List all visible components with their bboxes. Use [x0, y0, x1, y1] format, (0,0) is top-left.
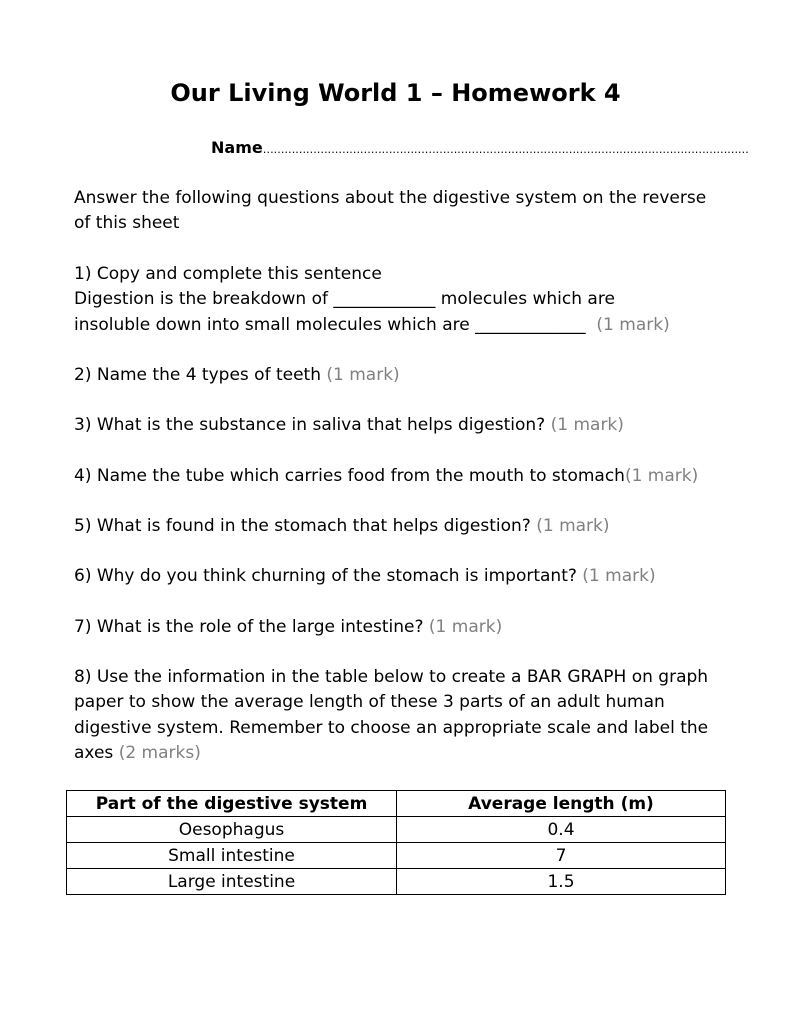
answer-blank-1: ____________	[333, 289, 436, 310]
table-header-row	[67, 791, 726, 817]
question-6-marks: (1 mark)	[582, 566, 656, 586]
question-1	[74, 262, 724, 338]
question-6	[74, 564, 724, 589]
question-1-marks: (1 mark)	[596, 314, 670, 335]
question-2-marks: (1 mark)	[326, 365, 400, 385]
digestive-length-table	[66, 790, 726, 895]
question-4	[74, 464, 724, 489]
page-title: Our Living World 1 – Homework 4	[170, 79, 621, 107]
question-7-marks: (1 mark)	[428, 617, 503, 637]
question-5	[74, 514, 724, 539]
question-1-line-2a: Digestion is the breakdown of	[74, 289, 334, 310]
table-row	[67, 843, 726, 869]
question-2	[74, 363, 724, 388]
table-cell-length: 7	[397, 843, 726, 869]
answer-blank-2: _____________	[475, 314, 586, 335]
question-3-marks: (1 mark)	[550, 415, 624, 435]
table-cell-length: 0.4	[397, 817, 726, 843]
table-cell-part: Oesophagus	[67, 817, 397, 843]
table-cell-part: Small intestine	[67, 843, 397, 869]
question-1-line-1: 1) Copy and complete this sentence	[74, 264, 382, 284]
question-3	[74, 413, 724, 438]
question-7	[74, 615, 724, 640]
question-1-line-2b: molecules which are	[435, 289, 615, 310]
question-4-text: 4) Name the tube which carries food from the mouth to stomach	[74, 466, 625, 486]
table-header-length: Average length (m)	[397, 791, 726, 817]
question-5-text: 5) What is found in the stomach that helps digestion?	[74, 516, 537, 536]
question-1-line-3: insoluble down into small molecules which are	[74, 314, 476, 335]
table-cell-part: Large intestine	[67, 869, 397, 895]
question-8-marks: (2 marks)	[118, 743, 201, 764]
question-8-text: 8) Use the information in the table below to create a BAR GRAPH on graph paper to show the average length of these 3 parts of an adult human digestive system. Remember to choose an appropriate scale and label the axes	[74, 667, 709, 764]
name-dotted-line: ………………………………………………………………………………………………………………………	[262, 143, 749, 156]
question-7-text: 7) What is the role of the large intestine?	[74, 617, 429, 637]
table-cell-length: 1.5	[397, 869, 726, 895]
name-label: Name	[211, 138, 263, 157]
table-header-part: Part of the digestive system	[67, 791, 397, 817]
question-2-text: 2) Name the 4 types of teeth	[74, 365, 327, 385]
question-4-marks: (1 mark)	[624, 466, 699, 486]
instructions: Answer the following questions about the digestive system on the reverse of this sheet	[74, 188, 707, 234]
table-row	[67, 817, 726, 843]
question-8	[74, 665, 724, 767]
question-6-text: 6) Why do you think churning of the stomach is important?	[74, 566, 583, 586]
table-row	[67, 869, 726, 895]
question-3-text: 3) What is the substance in saliva that helps digestion?	[74, 415, 551, 435]
question-5-marks: (1 mark)	[536, 516, 610, 536]
name-field	[211, 137, 749, 161]
